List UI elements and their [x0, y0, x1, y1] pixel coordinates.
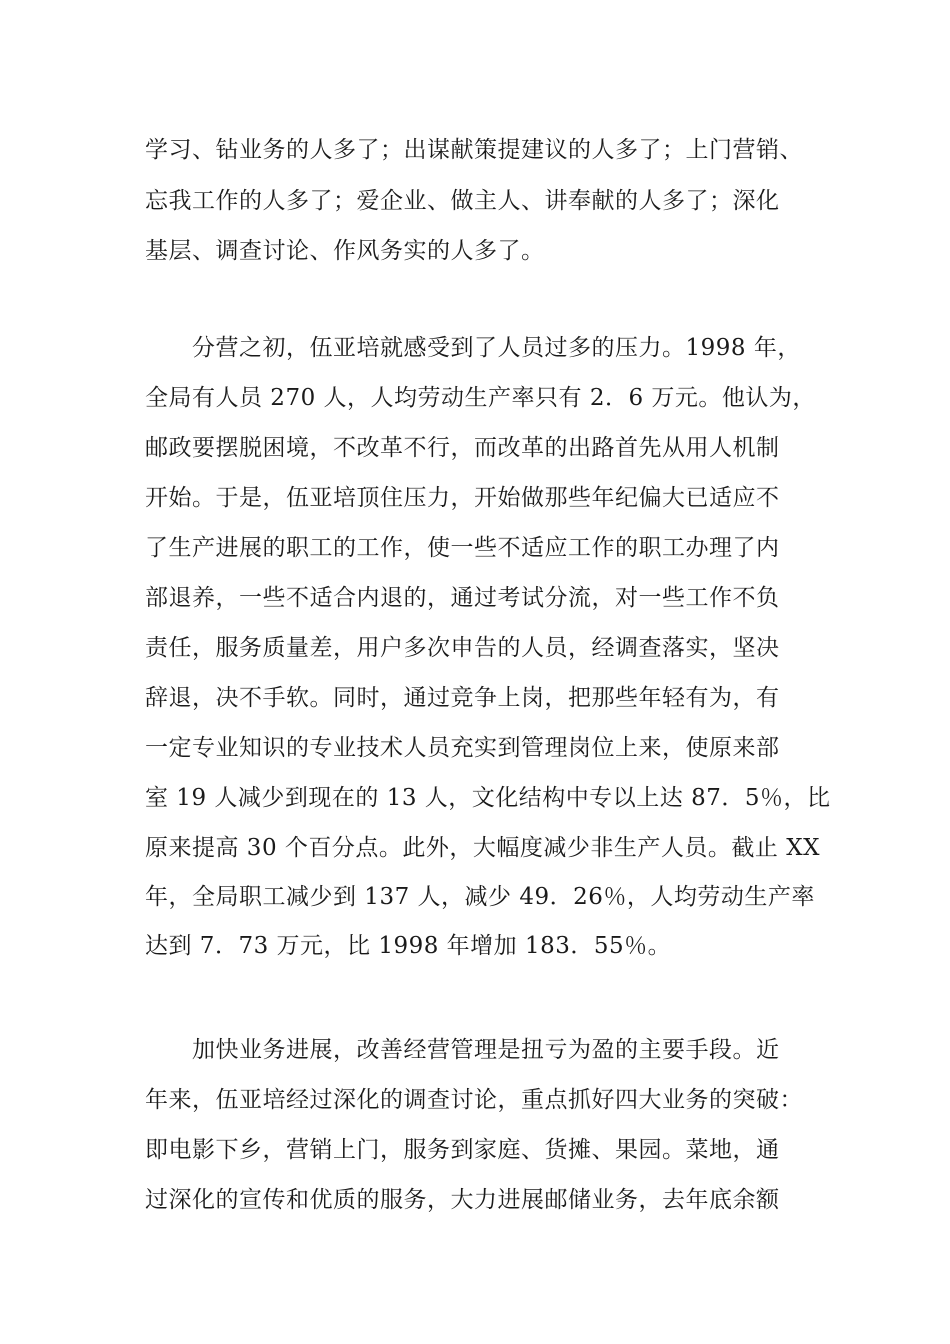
text-line: 基层、调查讨论、作风务实的人多了。	[145, 238, 545, 264]
text-line: 达到 7．73 万元，比 1998 年增加 183．55％。	[145, 933, 672, 959]
text-line: 了生产进展的职工的工作，使一些不适应工作的职工办理了内	[145, 535, 780, 561]
text-line: 即电影下乡，营销上门，服务到家庭、货摊、果园。菜地，通	[145, 1137, 780, 1163]
text-line: 忘我工作的人多了；爱企业、做主人、讲奉献的人多了；深化	[145, 188, 780, 214]
text-line: 过深化的宣传和优质的服务，大力进展邮储业务，去年底余额	[145, 1187, 780, 1213]
text-line: 年来，伍亚培经过深化的调查讨论，重点抓好四大业务的突破：	[145, 1087, 803, 1113]
text-line: 责任，服务质量差，用户多次申告的人员，经调查落实，坚决	[145, 635, 780, 661]
text-line: 室 19 人减少到现在的 13 人，文化结构中专以上达 87．5％，比	[145, 785, 831, 811]
text-line: 分营之初，伍亚培就感受到了人员过多的压力。1998 年，	[145, 335, 801, 361]
text-line: 加快业务进展，改善经营管理是扭亏为盈的主要手段。近	[145, 1037, 780, 1063]
text-line: 全局有人员 270 人，人均劳动生产率只有 2．6 万元。他认为，	[145, 385, 816, 411]
text-line: 一定专业知识的专业技术人员充实到管理岗位上来，使原来部	[145, 735, 780, 761]
text-line: 开始。于是，伍亚培顶住压力，开始做那些年纪偏大已适应不	[145, 485, 780, 511]
text-line: 学习、钻业务的人多了；出谋献策提建议的人多了；上门营销、	[145, 137, 803, 163]
text-line: 原来提高 30 个百分点。此外，大幅度减少非生产人员。截止 XX	[145, 835, 820, 861]
text-line: 辞退，决不手软。同时，通过竞争上岗，把那些年轻有为，有	[145, 685, 780, 711]
text-line: 部退养，一些不适合内退的，通过考试分流，对一些工作不负	[145, 585, 780, 611]
text-line: 邮政要摆脱困境，不改革不行，而改革的出路首先从用人机制	[145, 435, 780, 461]
text-line: 年，全局职工减少到 137 人，减少 49．26％，人均劳动生产率	[145, 884, 815, 910]
